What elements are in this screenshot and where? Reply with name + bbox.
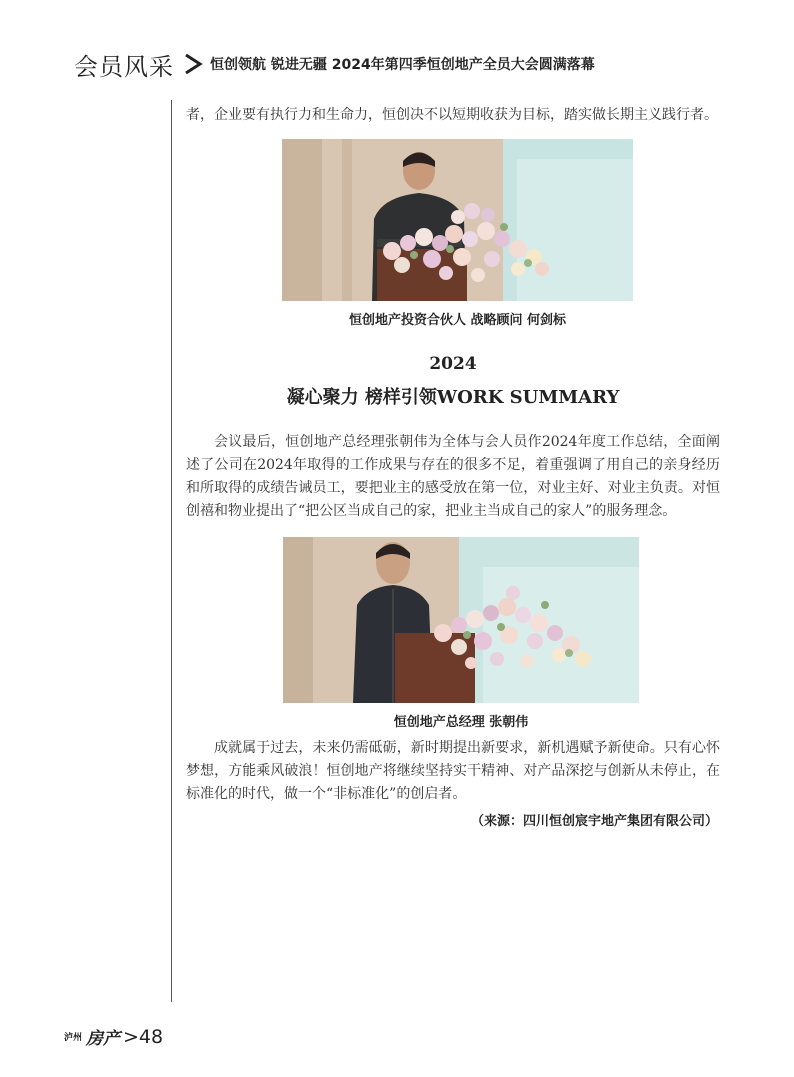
photo-2-caption: 恒创地产总经理 张朝伟 bbox=[393, 715, 529, 730]
paragraph-conclusion: 成就属于过去，未来仍需砥砺，新时期提出新要求，新机遇赋予新使命。只有心怀梦想，方能乘风破浪！恒创地产将继续坚持实干精神、对产品深挖与创新从未停止，在标准化的时代，做一个“非标准化”的创启者。 bbox=[186, 740, 720, 802]
photo-2-illustration bbox=[283, 537, 639, 703]
page-number: >48 bbox=[123, 1025, 164, 1048]
photo-speaker-he-jianbiao bbox=[282, 139, 633, 301]
photo-speaker-zhang-chaowei bbox=[283, 537, 639, 703]
page-footer bbox=[64, 1024, 163, 1049]
article-subtitle: 恒创领航 锐进无疆 2024年第四季恒创地产全员大会圆满落幕 bbox=[210, 57, 595, 73]
section-title: 会员风采 bbox=[74, 52, 174, 81]
article-source: （来源：四川恒创宸宇地产集团有限公司） bbox=[470, 814, 718, 829]
photo-1-caption: 恒创地产投资合伙人 战略顾问 何剑标 bbox=[348, 313, 567, 328]
paragraph-intro: 者，企业要有执行力和生命力，恒创决不以短期收获为目标，踏实做长期主义践行者。 bbox=[186, 107, 718, 123]
photo-1-illustration bbox=[282, 139, 633, 301]
paragraph-summary: 会议最后，恒创地产总经理张朝伟为全体与会人员作2024年度工作总结，全面阐述了公司在2024年取得的工作成果与存在的很多不足，着重强调了用自己的亲身经历和所取得的成绩告诫员工，要把业主的感受放在第一位，对业主好、对业主负责。对恒创禧和物业提出了“把公区当成自己的家，把业主当成自己的家人”的服务理念。 bbox=[186, 434, 720, 519]
page-header bbox=[74, 44, 595, 84]
left-divider-line bbox=[171, 100, 172, 1002]
chevron-right-icon bbox=[182, 52, 204, 76]
section-heading-title: 凝心聚力 榜样引领WORK SUMMARY bbox=[286, 387, 620, 408]
magazine-logo: 房产 bbox=[86, 1029, 121, 1049]
section-heading-year: 2024 bbox=[429, 354, 477, 374]
magazine-logo-small: 泸州 bbox=[64, 1033, 83, 1043]
